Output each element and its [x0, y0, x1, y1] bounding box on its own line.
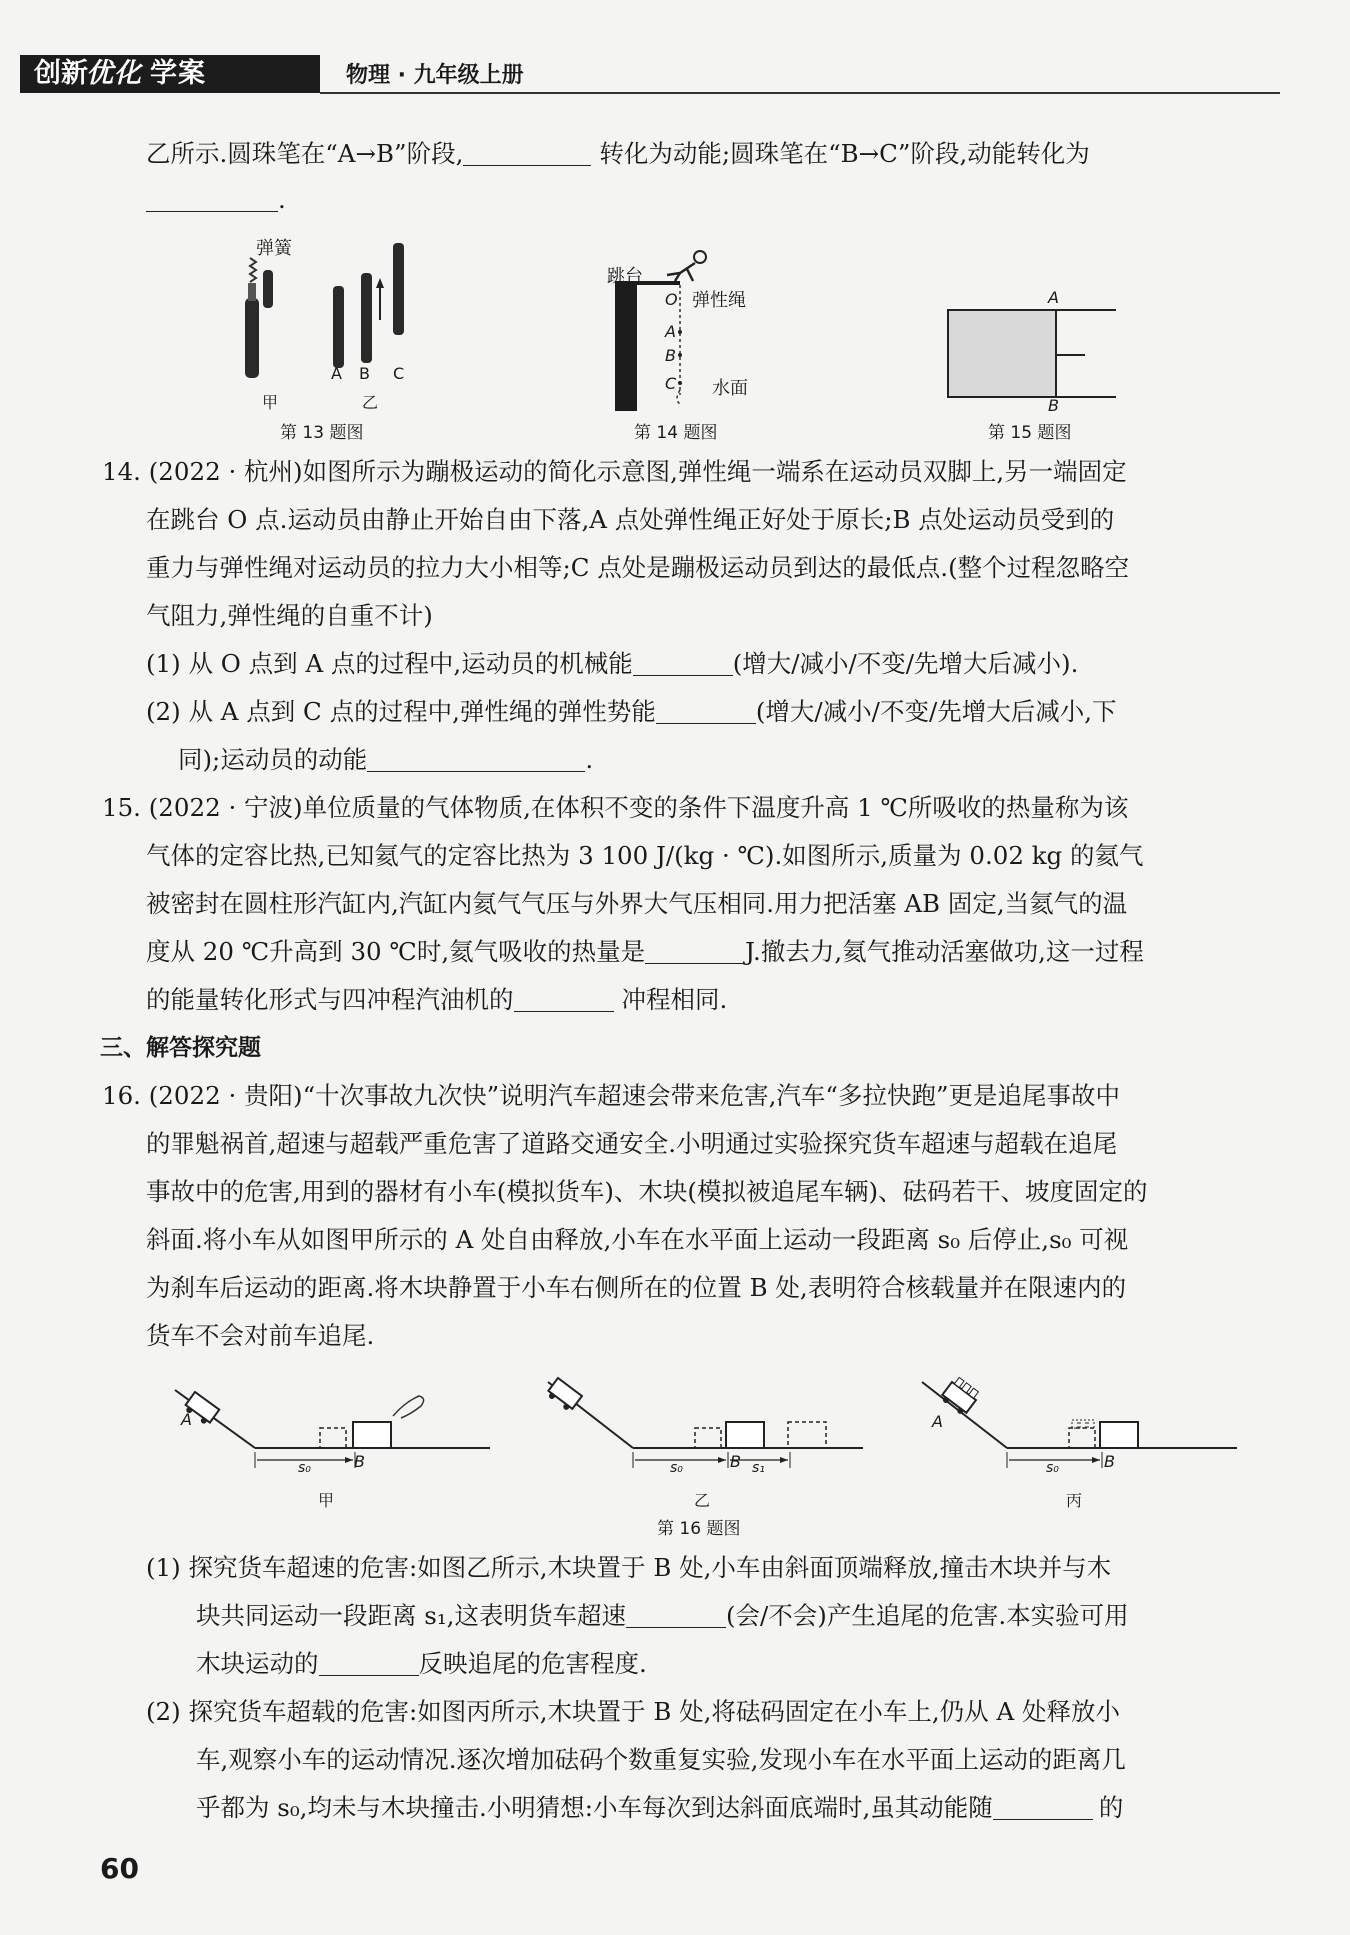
q15-line5: [146, 976, 727, 1024]
fig13-spring-label: 弹簧: [256, 238, 292, 259]
q16-sub2-line3: [196, 1784, 1123, 1832]
q16-blank-2[interactable]: [319, 1645, 419, 1676]
q13-line2: [146, 176, 286, 224]
fig14-caption: 第 14 题图: [634, 423, 718, 443]
page-number: 60: [100, 1852, 139, 1885]
fig13-label-jia: 甲: [262, 393, 279, 412]
q13-text-b: 转化为动能;圆珠笔在“B→C”阶段,动能转化为: [599, 139, 1090, 168]
q13-line1: [146, 130, 1090, 178]
q15-line5-text: 的能量转化形式与四冲程汽油机的: [146, 985, 514, 1014]
fig16-label-bing: 丙: [1066, 1491, 1083, 1510]
q14-blank-3[interactable]: [367, 741, 585, 772]
q15-line3: 被密封在圆柱形汽缸内,汽缸内氦气气压与外界大气压相同.用力把活塞 AB 固定,当氦气的温: [146, 889, 1128, 918]
q16-sub2-line2: 车,观察小车的运动情况.逐次增加砝码个数重复实验,发现小车在水平面上运动的距离几: [196, 1745, 1126, 1774]
fig14-water-label: 水面: [712, 378, 748, 399]
logo-suffix: 学案: [150, 58, 206, 89]
q14-blank-2[interactable]: [656, 693, 756, 724]
fig16-jia-label-b: B: [354, 1452, 365, 1471]
q16-sub1-line2: [196, 1592, 1129, 1640]
q14-line1: 14. (2022 · 杭州)如图所示为蹦极运动的简化示意图,弹性绳一端系在运动员双脚上,另一端固定: [102, 457, 1127, 486]
figure-16-bing: [912, 1370, 1242, 1490]
fig16-bing-label-b: B: [1104, 1452, 1115, 1471]
q15-line5-text-b: 冲程相同.: [621, 985, 728, 1014]
fig15-caption: 第 15 题图: [988, 423, 1072, 443]
q16-sub1-line3-text-b: 反映追尾的危害程度.: [418, 1649, 647, 1678]
q16-line6: 货车不会对前车追尾.: [146, 1321, 375, 1350]
q16-line1: 16. (2022 · 贵阳)“十次事故九次快”说明汽车超速会带来危害,汽车“多拉快跑”更是追尾事故中: [102, 1081, 1120, 1110]
q16-sub2-line1: (2) 探究货车超载的危害:如图丙所示,木块置于 B 处,将砝码固定在小车上,仍从 A 处释放小: [146, 1697, 1120, 1726]
fig13-caption: 第 13 题图: [280, 423, 364, 443]
fig16-yi-label-b: B: [730, 1452, 741, 1471]
q16-line5: 为刹车后运动的距离.将木块静置于小车右侧所在的位置 B 处,表明符合核载量并在限速内的: [146, 1273, 1127, 1302]
fig15-label-a: A: [1048, 288, 1059, 307]
fig14-label-b: B: [665, 346, 676, 365]
fig14-rope-label: 弹性绳: [692, 290, 746, 311]
q16-line4: 斜面.将小车从如图甲所示的 A 处自由释放,小车在水平面上运动一段距离 s₀ 后停止,s₀ 可视: [146, 1225, 1129, 1254]
q14-line2: 在跳台 O 点.运动员由静止开始自由下落,A 点处弹性绳正好处于原长;B 点处运动员受到的: [146, 505, 1115, 534]
q14-line4: 气阻力,弹性绳的自重不计): [146, 601, 433, 630]
fig16-yi-label-s1: s₁: [752, 1460, 765, 1476]
q16-blank-3[interactable]: [993, 1789, 1093, 1820]
q16-sub2-line3-text: 乎都为 s₀,均未与木块撞击.小明猜想:小车每次到达斜面底端时,虽其动能随: [196, 1793, 993, 1822]
fig15-label-b: B: [1048, 396, 1059, 415]
q14-sub2-cont-text: 同);运动员的动能: [178, 745, 368, 774]
logo-mid: 优化: [86, 58, 142, 89]
q16-sub1-text: 块共同运动一段距离 s₁,这表明货车超速: [196, 1601, 626, 1630]
q16-sub2-line3-end: 的: [1098, 1793, 1124, 1822]
fig13-label-yi: 乙: [362, 393, 379, 412]
header-rule: [320, 92, 1280, 94]
q14-sub2: [146, 688, 1116, 736]
q14-sub2-options: (增大/减小/不变/先增大后减小,下: [755, 697, 1117, 726]
fig14-label-o: O: [665, 290, 678, 309]
fig16-bing-label-s0: s₀: [1046, 1460, 1059, 1476]
q16-sub1-text-b: (会/不会)产生追尾的危害.本实验可用: [725, 1601, 1129, 1630]
q15-line4-text-b: J.撤去力,氦气推动活塞做功,这一过程: [745, 937, 1144, 966]
q16-sub1-line3: [196, 1640, 647, 1688]
fig13-label-b: B: [359, 364, 370, 383]
q15-line4: [146, 928, 1144, 976]
header-logo: [20, 55, 320, 93]
logo-text: 创新: [34, 58, 88, 89]
q15-blank-1[interactable]: [645, 933, 745, 964]
q13-text-a: 乙所示.圆珠笔在“A→B”阶段,: [146, 139, 464, 168]
fig13-label-a: A: [331, 364, 342, 383]
fig16-label-yi: 乙: [694, 1491, 711, 1510]
section-title: 三、解答探究题: [100, 1035, 261, 1061]
figure-15: [940, 300, 1120, 405]
q14-sub1-options: (增大/减小/不变/先增大后减小).: [732, 649, 1079, 678]
q14-line3: 重力与弹性绳对运动员的拉力大小相等;C 点处是蹦极运动员到达的最低点.(整个过程忽略空: [146, 553, 1130, 582]
q13-end: .: [278, 185, 286, 214]
figure-16-yi: [538, 1370, 868, 1490]
q15-line4-text: 度从 20 ℃升高到 30 ℃时,氦气吸收的热量是: [146, 937, 646, 966]
fig16-caption: 第 16 题图: [657, 1519, 741, 1539]
q14-sub1-text: (1) 从 O 点到 A 点的过程中,运动员的机械能: [146, 649, 633, 678]
fig16-label-jia: 甲: [318, 1491, 335, 1510]
fig16-jia-label-s0: s₀: [298, 1460, 311, 1476]
q15-line1: 15. (2022 · 宁波)单位质量的气体物质,在体积不变的条件下温度升高 1 ℃所吸收的热量称为该: [102, 793, 1129, 822]
q15-blank-2[interactable]: [514, 981, 614, 1012]
fig14-platform-label: 跳台: [607, 266, 643, 287]
q15-line2: 气体的定容比热,已知氦气的定容比热为 3 100 J/(kg · ℃).如图所示,质量为 0.02 kg 的氦气: [146, 841, 1144, 870]
q16-sub1-line1: (1) 探究货车超速的危害:如图乙所示,木块置于 B 处,小车由斜面顶端释放,撞击木块并与木: [146, 1553, 1112, 1582]
q14-sub1: [146, 640, 1078, 688]
q13-blank-1[interactable]: [463, 135, 591, 166]
fig14-label-c: C: [665, 374, 677, 393]
q16-line3: 事故中的危害,用到的器材有小车(模拟货车)、木块(模拟被追尾车辆)、砝码若干、坡度固定的: [146, 1177, 1148, 1206]
q13-blank-2[interactable]: [146, 181, 278, 212]
q14-blank-1[interactable]: [633, 645, 733, 676]
q14-sub2-text: (2) 从 A 点到 C 点的过程中,弹性绳的弹性势能: [146, 697, 656, 726]
header-subject: 物理 · 九年级上册: [346, 63, 524, 88]
fig16-yi-label-s0: s₀: [670, 1460, 683, 1476]
fig14-label-a: A: [665, 322, 676, 341]
q14-sub2-end: .: [585, 745, 594, 774]
q16-line2: 的罪魁祸首,超速与超载严重危害了道路交通安全.小明通过实验探究货车超速与超载在追尾: [146, 1129, 1118, 1158]
figure-16-jia: [165, 1380, 495, 1490]
fig16-jia-label-a: A: [181, 1410, 192, 1429]
fig13-label-c: C: [393, 364, 405, 383]
q16-blank-1[interactable]: [626, 1597, 726, 1628]
q14-sub2-cont: [178, 736, 593, 784]
q16-sub1-line3-text: 木块运动的: [196, 1649, 319, 1678]
fig16-bing-label-a: A: [932, 1412, 943, 1431]
